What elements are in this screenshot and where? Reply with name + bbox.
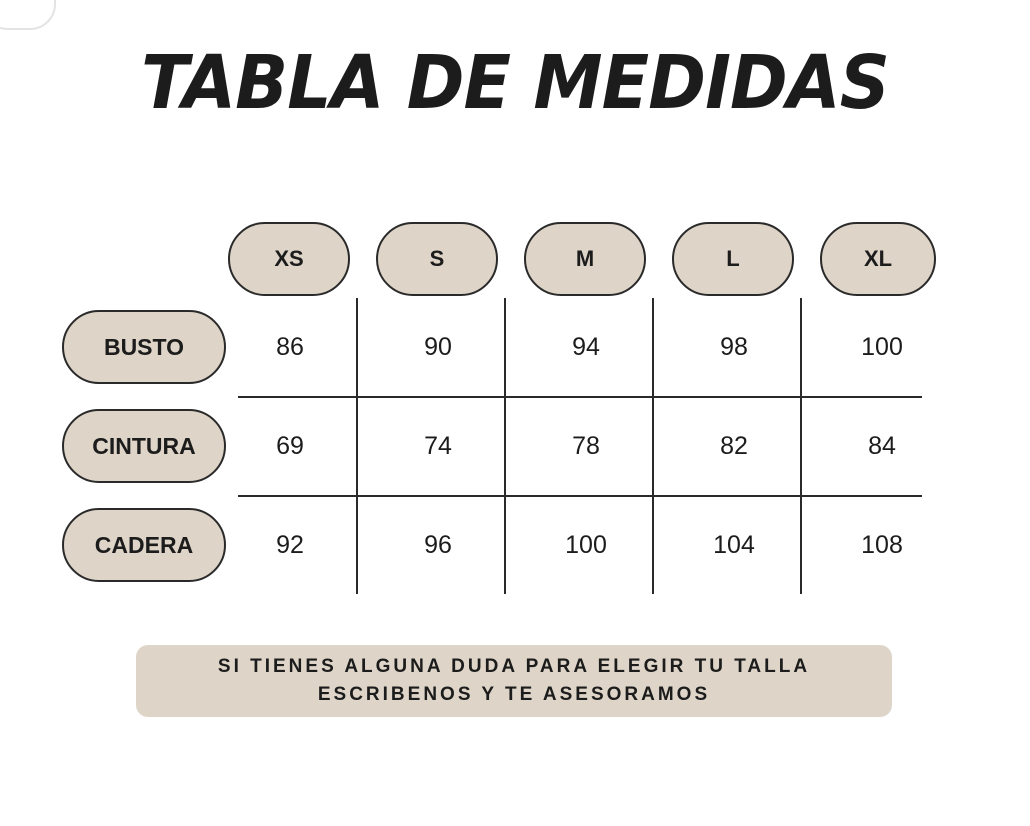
table-cell: 90 — [424, 332, 452, 361]
size-header-row — [228, 222, 968, 296]
table-cell: 100 — [565, 530, 607, 559]
size-pill-s: S — [376, 222, 498, 296]
size-pill-xs: XS — [228, 222, 350, 296]
size-pill-m: M — [524, 222, 646, 296]
footer-note — [136, 645, 892, 717]
table-cell: 92 — [276, 530, 304, 559]
footer-note-line-2: ESCRIBENOS Y TE ASESORAMOS — [317, 684, 711, 705]
table-cell: 86 — [276, 332, 304, 361]
size-pill-xl: XL — [820, 222, 936, 296]
table-cell: 82 — [720, 431, 748, 460]
table-cell: 84 — [868, 431, 896, 460]
table-cell: 78 — [572, 431, 600, 460]
table-cell: 96 — [424, 530, 452, 559]
table-cell: 104 — [713, 530, 755, 559]
table-cell: 98 — [720, 332, 748, 361]
footer-note-line-1: SI TIENES ALGUNA DUDA PARA ELEGIR TU TALLA — [217, 656, 811, 678]
table-cell: 108 — [861, 530, 903, 559]
page-title: TABLA DE MEDIDAS — [141, 40, 889, 126]
row-label-busto: BUSTO — [62, 310, 226, 384]
table-cell: 94 — [572, 332, 600, 361]
row-label-cintura: CINTURA — [62, 409, 226, 483]
table-cell: 69 — [276, 431, 304, 460]
size-pill-l: L — [672, 222, 794, 296]
row-label-cadera: CADERA — [62, 508, 226, 582]
screenshot-corner-artifact — [0, 0, 56, 30]
table-cell: 74 — [424, 431, 452, 460]
measurements-grid — [238, 298, 922, 594]
table-cell: 100 — [861, 332, 903, 361]
